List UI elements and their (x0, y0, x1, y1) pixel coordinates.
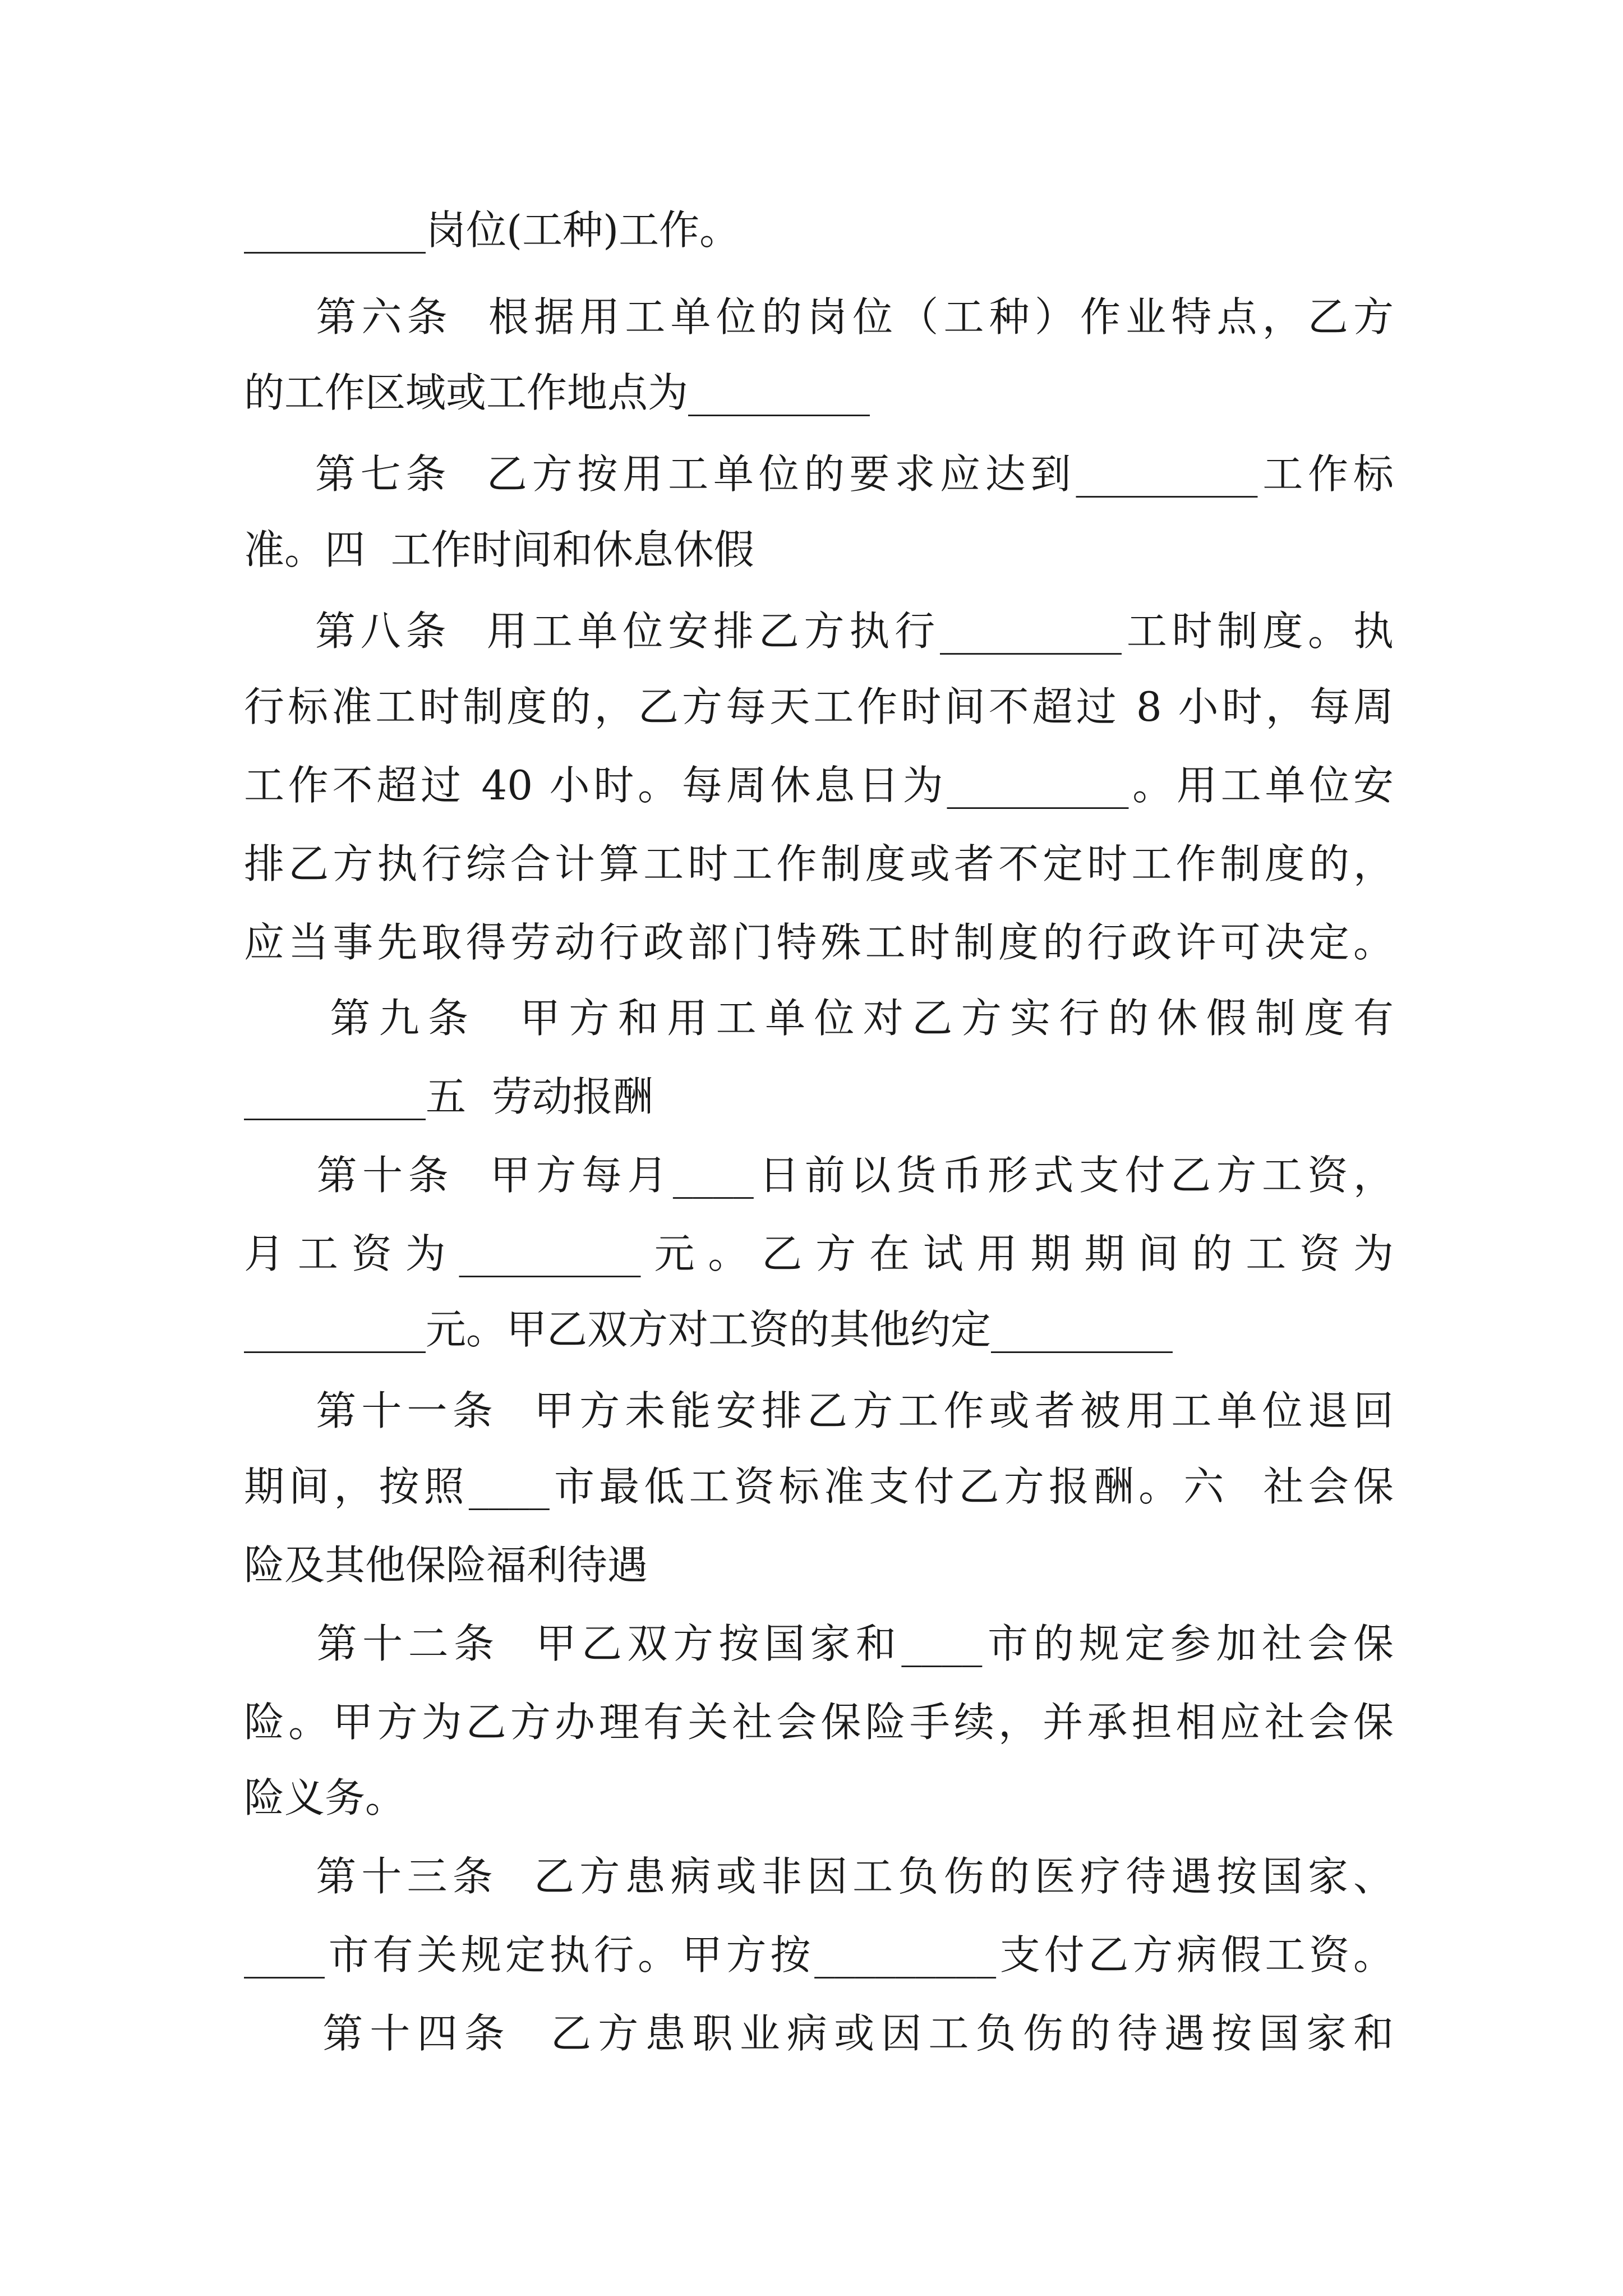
text-line: 排乙方执行综合计算工时工作制度或者不定时工作制度的， (244, 840, 1394, 887)
text-line: 第十三条 乙方患病或非因工负伤的医疗待遇按国家、 (244, 1853, 1394, 1900)
text-line: 第十条 甲方每月____日前以货币形式支付乙方工资， (244, 1152, 1394, 1199)
text-line: 险及其他保险福利待遇 (244, 1542, 648, 1589)
text-line: 第十二条 甲乙双方按国家和____市的规定参加社会保 (244, 1620, 1394, 1667)
text-line: 工作不超过 40 小时。每周休息日为_________。用工单位安 (244, 762, 1394, 809)
text-line: 第八条 用工单位安排乙方执行_________工时制度。执 (244, 608, 1394, 655)
text-line: 第六条 根据用工单位的岗位（工种）作业特点，乙方 (244, 293, 1394, 341)
text-line: _________五 劳动报酬 (244, 1073, 653, 1120)
text-line: ____市有关规定执行。甲方按_________支付乙方病假工资。 (244, 1931, 1394, 1978)
text-line: 险义务。 (244, 1774, 406, 1821)
text-line: 行标准工时制度的，乙方每天工作时间不超过 8 小时，每周 (244, 683, 1394, 730)
text-line: 第十四条 乙方患职业病或因工负伤的待遇按国家和 (244, 2010, 1394, 2057)
text-line: 第九条 甲方和用工单位对乙方实行的休假制度有 (244, 995, 1394, 1042)
text-line: 第十一条 甲方未能安排乙方工作或者被用工单位退回 (244, 1387, 1394, 1434)
text-line: 险。甲方为乙方办理有关社会保险手续，并承担相应社会保 (244, 1699, 1394, 1746)
text-line: 准。四 工作时间和休息休假 (244, 526, 754, 573)
text-line: _________元。甲乙双方对工资的其他约定_________ (244, 1306, 1173, 1353)
text-line: _________岗位(工种)工作。 (244, 206, 740, 254)
text-line: 的工作区域或工作地点为_________ (244, 369, 870, 416)
text-line: 期间，按照____市最低工资标准支付乙方报酬。六 社会保 (244, 1463, 1394, 1510)
text-line: 第七条 乙方按用工单位的要求应达到_________工作标 (244, 450, 1394, 498)
text-line: 应当事先取得劳动行政部门特殊工时制度的行政许可决定。 (244, 919, 1394, 966)
text-line: 月工资为_________元。乙方在试用期期间的工资为 (244, 1230, 1394, 1277)
